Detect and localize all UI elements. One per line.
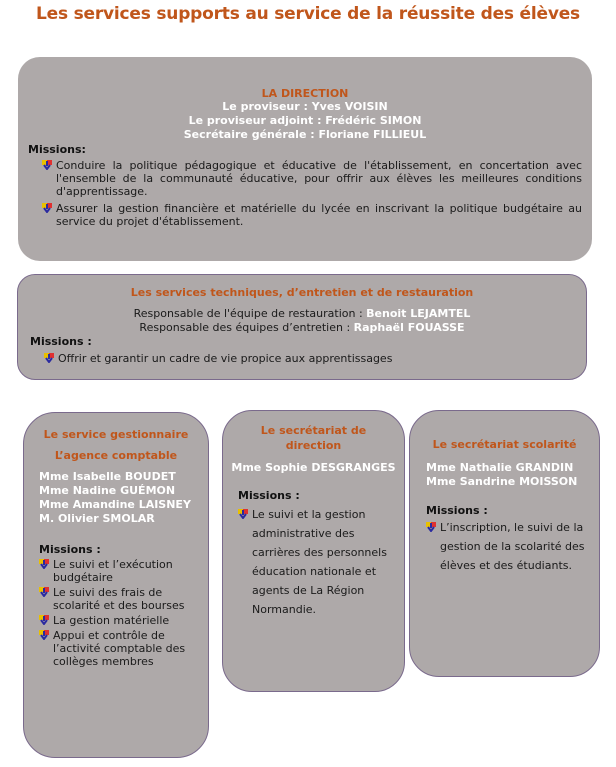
staff-line: Mme Nadine GUÉMON (39, 484, 176, 497)
arrow-bullet-icon (238, 509, 248, 519)
secretariat-scolarite-staff (426, 461, 577, 489)
gestionnaire-heading: Le service gestionnaire (43, 428, 189, 441)
page-title: Les services supports au service de la réussite des élèves (36, 4, 580, 24)
missions-label: Missions : (39, 543, 101, 556)
missions-label: Missions : (30, 335, 92, 348)
direction-heading: LA DIRECTION (261, 87, 349, 100)
mission-item: La gestion matérielle (39, 614, 200, 627)
missions-list (238, 505, 396, 619)
missions-label: Missions: (28, 143, 86, 156)
secretariat-scolarite-heading: Le secrétariat scolarité (432, 438, 577, 451)
direction-staff (18, 100, 592, 142)
arrow-bullet-icon (39, 559, 49, 569)
mission-item: Le suivi des frais de scolarité et des bourses (39, 586, 200, 612)
secretariat-direction-heading: Le secrétariat de direction (260, 424, 367, 452)
staff-line: Le proviseur : Yves VOISIN (222, 100, 388, 113)
technical-heading: Les services techniques, d’entretien et de restauration (130, 286, 474, 299)
missions-list (42, 159, 582, 228)
arrow-bullet-icon (39, 615, 49, 625)
gestionnaire-staff (39, 470, 191, 526)
missions-label: Missions : (238, 489, 300, 502)
missions-list (44, 352, 576, 365)
mission-item: Assurer la gestion financière et matérielle du lycée en inscrivant la politique budgétaire au service du projet d'établissement. (42, 202, 582, 228)
arrow-bullet-icon (426, 522, 436, 532)
staff-line: Mme Isabelle BOUDET (39, 470, 176, 483)
staff-line: Mme Sophie DESGRANGES (231, 461, 396, 474)
missions-list (39, 558, 200, 668)
arrow-bullet-icon (39, 587, 49, 597)
mission-item: Offrir et garantir un cadre de vie propice aux apprentissages (44, 352, 576, 365)
staff-line: Mme Amandine LAISNEY (39, 498, 191, 511)
arrow-bullet-icon (42, 160, 52, 170)
gestionnaire-box (23, 412, 209, 758)
arrow-bullet-icon (42, 203, 52, 213)
mission-item: Conduire la politique pédagogique et éducative de l'établissement, en concertation avec l'ensemble de la communauté éducative, pour offrir aux élèves les meilleures conditions d'apprentissage. (42, 159, 582, 198)
staff-line: Mme Nathalie GRANDIN (426, 461, 574, 474)
mission-item: Le suivi et l’exécution budgétaire (39, 558, 200, 584)
mission-item: Le suivi et la gestion administrative des carrières des personnels éducation nationale et agents de La Région Normandie. (238, 505, 396, 619)
staff-line: Mme Sandrine MOISSON (426, 475, 578, 488)
technical-box (17, 274, 587, 380)
arrow-bullet-icon (44, 353, 54, 363)
secretariat-scolarite-box (409, 410, 600, 677)
missions-list (426, 518, 591, 575)
arrow-bullet-icon (39, 630, 49, 640)
missions-label: Missions : (426, 504, 488, 517)
mission-item: Appui et contrôle de l’activité comptable des collèges membres (39, 629, 200, 668)
secretariat-direction-box (222, 410, 405, 692)
staff-line: Le proviseur adjoint : Frédéric SIMON (188, 114, 422, 127)
staff-line: Responsable des équipes d’entretien : Raphaël FOUASSE (139, 321, 465, 334)
direction-box (18, 57, 592, 261)
technical-staff (18, 307, 586, 335)
mission-item: L’inscription, le suivi de la gestion de la scolarité des élèves et des étudiants. (426, 518, 591, 575)
staff-line: Secrétaire générale : Floriane FILLIEUL (183, 128, 427, 141)
gestionnaire-subheading: L’agence comptable (54, 449, 178, 462)
staff-line: M. Olivier SMOLAR (39, 512, 155, 525)
staff-line: Responsable de l'équipe de restauration : Benoit LEJAMTEL (133, 307, 471, 320)
